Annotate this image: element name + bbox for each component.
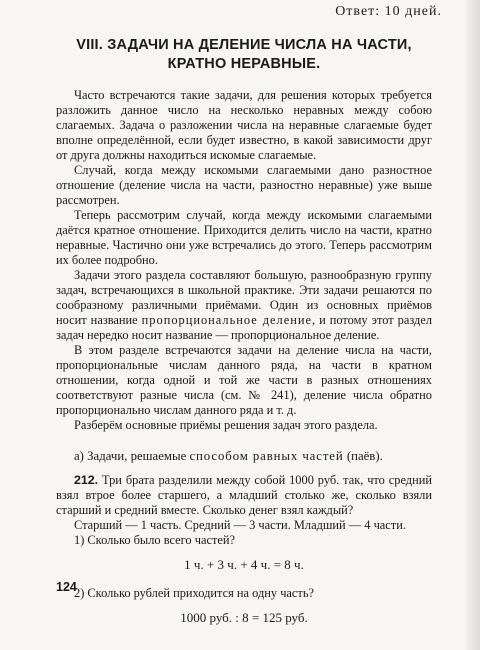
paragraph-6: Разберём основные приёмы решения задач этого раздела.: [74, 418, 378, 432]
term-proportional-division: пропорциональное деление: [141, 313, 312, 327]
paragraph-4: [56, 268, 432, 343]
paragraph-3: Теперь рассмотрим случай, когда между искомыми слагаемыми даётся кратное отношение. Приходится делить число на части, кратно неравные. Частично они уже встречались до этого. Теперь рассмотрим их более подробно.: [56, 208, 432, 267]
section-a-method: способом равных частей: [189, 449, 344, 463]
page-content: [56, 36, 432, 639]
problem-parts-line: Старший — 1 часть. Средний — 3 части. Младший — 4 части.: [74, 518, 406, 532]
page-edge-shadow: [466, 0, 480, 650]
running-head: Ответ: 10 дней.: [335, 4, 442, 19]
question-2: 2) Сколько рублей приходится на одну часть?: [74, 586, 314, 600]
problem-number: 212.: [74, 473, 99, 487]
section-a-prefix: а) Задачи, решаемые: [74, 449, 190, 463]
formula-1: 1 ч. + 3 ч. + 4 ч. = 8 ч.: [184, 557, 304, 572]
paragraph-5: В этом разделе встречаются задачи на деление числа на части, пропорциональные числам данного ряда, на части в кратном отношении, когда одной и той же части в разных отношениях соответствуют разные числа (см. № 241), деление числа обратно пропорционально числам данного ряда и т. д.: [56, 343, 432, 417]
paragraph-2: Случай, когда между искомыми слагаемыми дано разностное отношение (деление числа на части, разностно неравные) уже выше рассмотрен.: [56, 163, 432, 207]
paragraph-4-end: , и потому этот раздел задач нередко носит название — пропорциональное деление.: [56, 313, 432, 342]
section-a-suffix: (паёв).: [343, 449, 383, 463]
chapter-title: VIII. ЗАДАЧИ НА ДЕЛЕНИЕ ЧИСЛА НА ЧАСТИ, КРАТНО НЕРАВНЫЕ.: [76, 37, 412, 72]
paragraph-4-start: Задачи этого раздела составляют большую, разнообразную группу задач, встречающихся в школьной практике. Эти задачи решаются по сообразному различными приёмами. Один из основных приёмов носит название: [56, 268, 432, 327]
section-heading-a: [56, 449, 432, 464]
problem-212: [56, 473, 432, 518]
question-1: 1) Сколько было всего частей?: [74, 533, 235, 547]
problem-text: Три брата разделили между собой 1000 руб. так, что средний взял втрое более старшего, а младший столько же, сколько взяли старший и средний вместе. Сколько денег взял каждый?: [56, 473, 432, 517]
page-number: 124: [56, 580, 77, 594]
formula-2: 1000 руб. : 8 = 125 руб.: [180, 610, 308, 625]
paragraph-1: Часто встречаются такие задачи, для решения которых требуется разложить данное число на несколько неравных между собою слагаемых. Задача о разложении числа на неравные слагаемые будет вполне определённой, если будет известно, в какой зависимости друг от друга должны находиться искомые слагаемые.: [56, 88, 432, 162]
